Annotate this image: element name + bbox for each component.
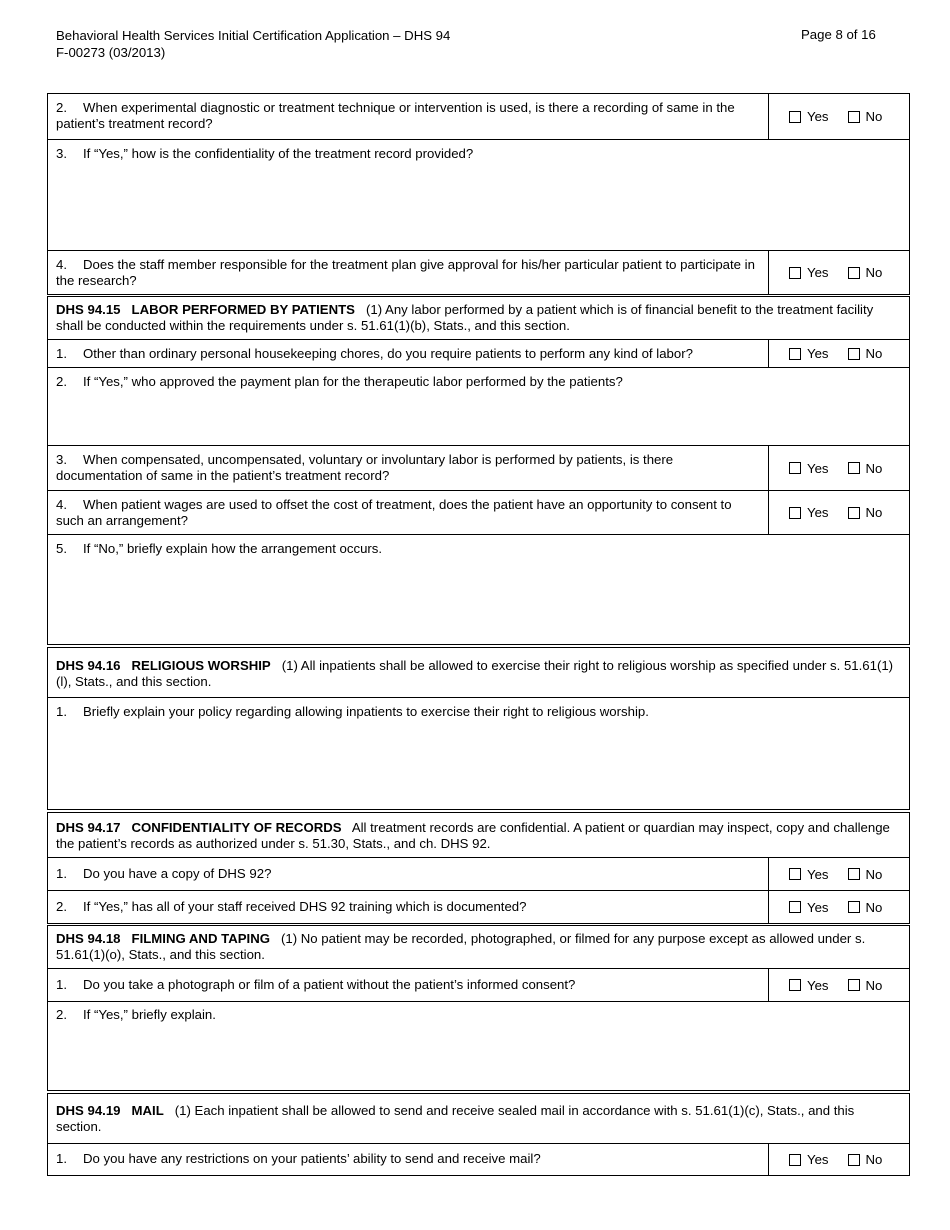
form-title: Behavioral Health Services Initial Certification Application – DHS 94 (56, 28, 451, 43)
no-label: No (865, 346, 883, 361)
question-number: 2. (56, 1007, 67, 1022)
labor-q4-row (48, 491, 910, 535)
yes-label: Yes (807, 866, 829, 882)
yes-label: Yes (807, 109, 829, 124)
question-text: When experimental diagnostic or treatment technique or intervention is used, is there a recording of same in the patient’s treatment record? (56, 100, 735, 131)
question-text: Does the staff member responsible for the treatment plan give approval for his/her particular patient to participate in the research? (56, 257, 755, 288)
answer-area[interactable] (48, 698, 910, 811)
yes-label: Yes (807, 1152, 829, 1167)
section-id: DHS 94.17 (56, 819, 121, 835)
yes-label: Yes (807, 346, 829, 361)
no-label: No (865, 866, 883, 882)
answer-area[interactable] (48, 140, 910, 251)
research-q3-row (48, 140, 910, 251)
question-number: 3. (56, 146, 67, 161)
section-text: (1) All inpatients shall be allowed to exercise their right to religious worship as specified under s. 51.61(1)(l), Stats., and this section. (56, 657, 894, 689)
question-number: 4. (56, 257, 67, 272)
yes-label: Yes (807, 460, 829, 476)
no-checkbox[interactable] (848, 507, 860, 519)
yes-label: Yes (807, 265, 829, 280)
yes-label: Yes (807, 505, 829, 520)
no-checkbox[interactable] (848, 901, 860, 913)
yes-label: Yes (807, 899, 829, 915)
answer-area[interactable] (48, 535, 910, 646)
no-label: No (865, 899, 883, 915)
section-title: MAIL (131, 1102, 164, 1118)
labor-q3-row (48, 446, 910, 491)
research-q2-row (48, 94, 910, 140)
no-label: No (865, 460, 883, 476)
question-text: When compensated, uncompensated, voluntary or involuntary labor is performed by patients, is there documentation of same in the patient’s treatment record? (56, 452, 674, 483)
labor-q5-row (48, 535, 910, 646)
no-checkbox[interactable] (848, 979, 860, 991)
records-q1-row (48, 858, 910, 891)
form-table (47, 93, 910, 1176)
yes-checkbox[interactable] (789, 348, 801, 360)
question-text: Briefly explain your policy regarding allowing inpatients to exercise their right to religious worship. (83, 704, 649, 719)
no-label: No (865, 109, 883, 124)
no-label: No (865, 1152, 883, 1167)
yes-checkbox[interactable] (789, 111, 801, 123)
page-header (56, 27, 450, 61)
question-text: When patient wages are used to offset the cost of treatment, does the patient have an opportunity to consent to such an arrangement? (56, 497, 732, 528)
records-q2-row (48, 891, 910, 925)
no-checkbox[interactable] (848, 1154, 860, 1166)
section-worship-header (48, 646, 910, 698)
question-number: 1. (56, 1151, 67, 1166)
question-text: Other than ordinary personal housekeeping chores, do you require patients to perform any kind of labor? (83, 346, 693, 361)
section-title: RELIGIOUS WORSHIP (131, 657, 271, 673)
yes-checkbox[interactable] (789, 267, 801, 279)
yes-checkbox[interactable] (789, 507, 801, 519)
question-text: Do you have any restrictions on your patients’ ability to send and receive mail? (83, 1151, 541, 1166)
section-labor-header (48, 296, 910, 340)
question-text: If “Yes,” how is the confidentiality of the treatment record provided? (83, 146, 474, 161)
section-records-header (48, 811, 910, 858)
section-text: (1) Each inpatient shall be allowed to send and receive sealed mail in accordance with s. 51.61(1)(c), Stats., and this section. (56, 1102, 855, 1134)
question-number: 2. (56, 100, 67, 115)
section-id: DHS 94.18 (56, 931, 121, 946)
section-text: All treatment records are confidential. A patient or quardian may inspect, copy and challenge the patient’s records as authorized under s. 51.30, Stats., and ch. DHS 92. (56, 819, 890, 851)
question-number: 2. (56, 374, 67, 389)
yes-checkbox[interactable] (789, 868, 801, 880)
mail-q1-row (48, 1144, 910, 1176)
section-text: (1) No patient may be recorded, photographed, or filmed for any purpose except as allowed under s. 51.61(1)(o), Stats., and this section. (56, 931, 866, 962)
yes-checkbox[interactable] (789, 462, 801, 474)
yes-label: Yes (807, 977, 829, 993)
yes-checkbox[interactable] (789, 1154, 801, 1166)
question-text: If “Yes,” who approved the payment plan for the therapeutic labor performed by the patients? (83, 374, 623, 389)
section-id: DHS 94.19 (56, 1102, 121, 1118)
no-label: No (865, 505, 883, 520)
section-title: FILMING AND TAPING (131, 931, 270, 946)
section-id: DHS 94.15 (56, 302, 121, 317)
section-mail-header (48, 1092, 910, 1144)
labor-q2-row (48, 368, 910, 446)
question-text: Do you take a photograph or film of a patient without the patient’s informed consent? (83, 977, 576, 992)
filming-q1-row (48, 969, 910, 1002)
section-id: DHS 94.16 (56, 657, 121, 673)
answer-area[interactable] (48, 1002, 910, 1092)
yes-checkbox[interactable] (789, 901, 801, 913)
question-number: 2. (56, 899, 67, 914)
question-number: 1. (56, 866, 67, 881)
no-label: No (865, 265, 883, 280)
no-checkbox[interactable] (848, 267, 860, 279)
question-text: If “Yes,” has all of your staff received DHS 92 training which is documented? (83, 899, 527, 914)
question-text: If “Yes,” briefly explain. (83, 1007, 216, 1022)
no-label: No (865, 977, 883, 993)
question-number: 5. (56, 541, 67, 556)
question-number: 1. (56, 977, 67, 992)
question-text: If “No,” briefly explain how the arrangement occurs. (83, 541, 383, 556)
answer-area[interactable] (48, 368, 910, 446)
form-id: F-00273 (03/2013) (56, 45, 166, 60)
section-title: LABOR PERFORMED BY PATIENTS (131, 302, 355, 317)
page-number: Page 8 of 16 (801, 27, 876, 42)
section-text: (1) Any labor performed by a patient which is of financial benefit to the treatment facility shall be conducted within the requirements under s. 51.61(1)(b), Stats., and this section. (56, 302, 874, 333)
question-text: Do you have a copy of DHS 92? (83, 866, 272, 881)
question-number: 4. (56, 497, 67, 512)
question-number: 1. (56, 704, 67, 719)
no-checkbox[interactable] (848, 111, 860, 123)
no-checkbox[interactable] (848, 868, 860, 880)
section-filming-header (48, 925, 910, 969)
yes-checkbox[interactable] (789, 979, 801, 991)
filming-q2-row (48, 1002, 910, 1092)
no-checkbox[interactable] (848, 348, 860, 360)
question-number: 1. (56, 346, 67, 361)
labor-q1-row (48, 340, 910, 368)
worship-q1-row (48, 698, 910, 811)
question-number: 3. (56, 452, 67, 467)
research-q4-row (48, 251, 910, 296)
no-checkbox[interactable] (848, 462, 860, 474)
section-title: CONFIDENTIALITY OF RECORDS (131, 819, 342, 835)
